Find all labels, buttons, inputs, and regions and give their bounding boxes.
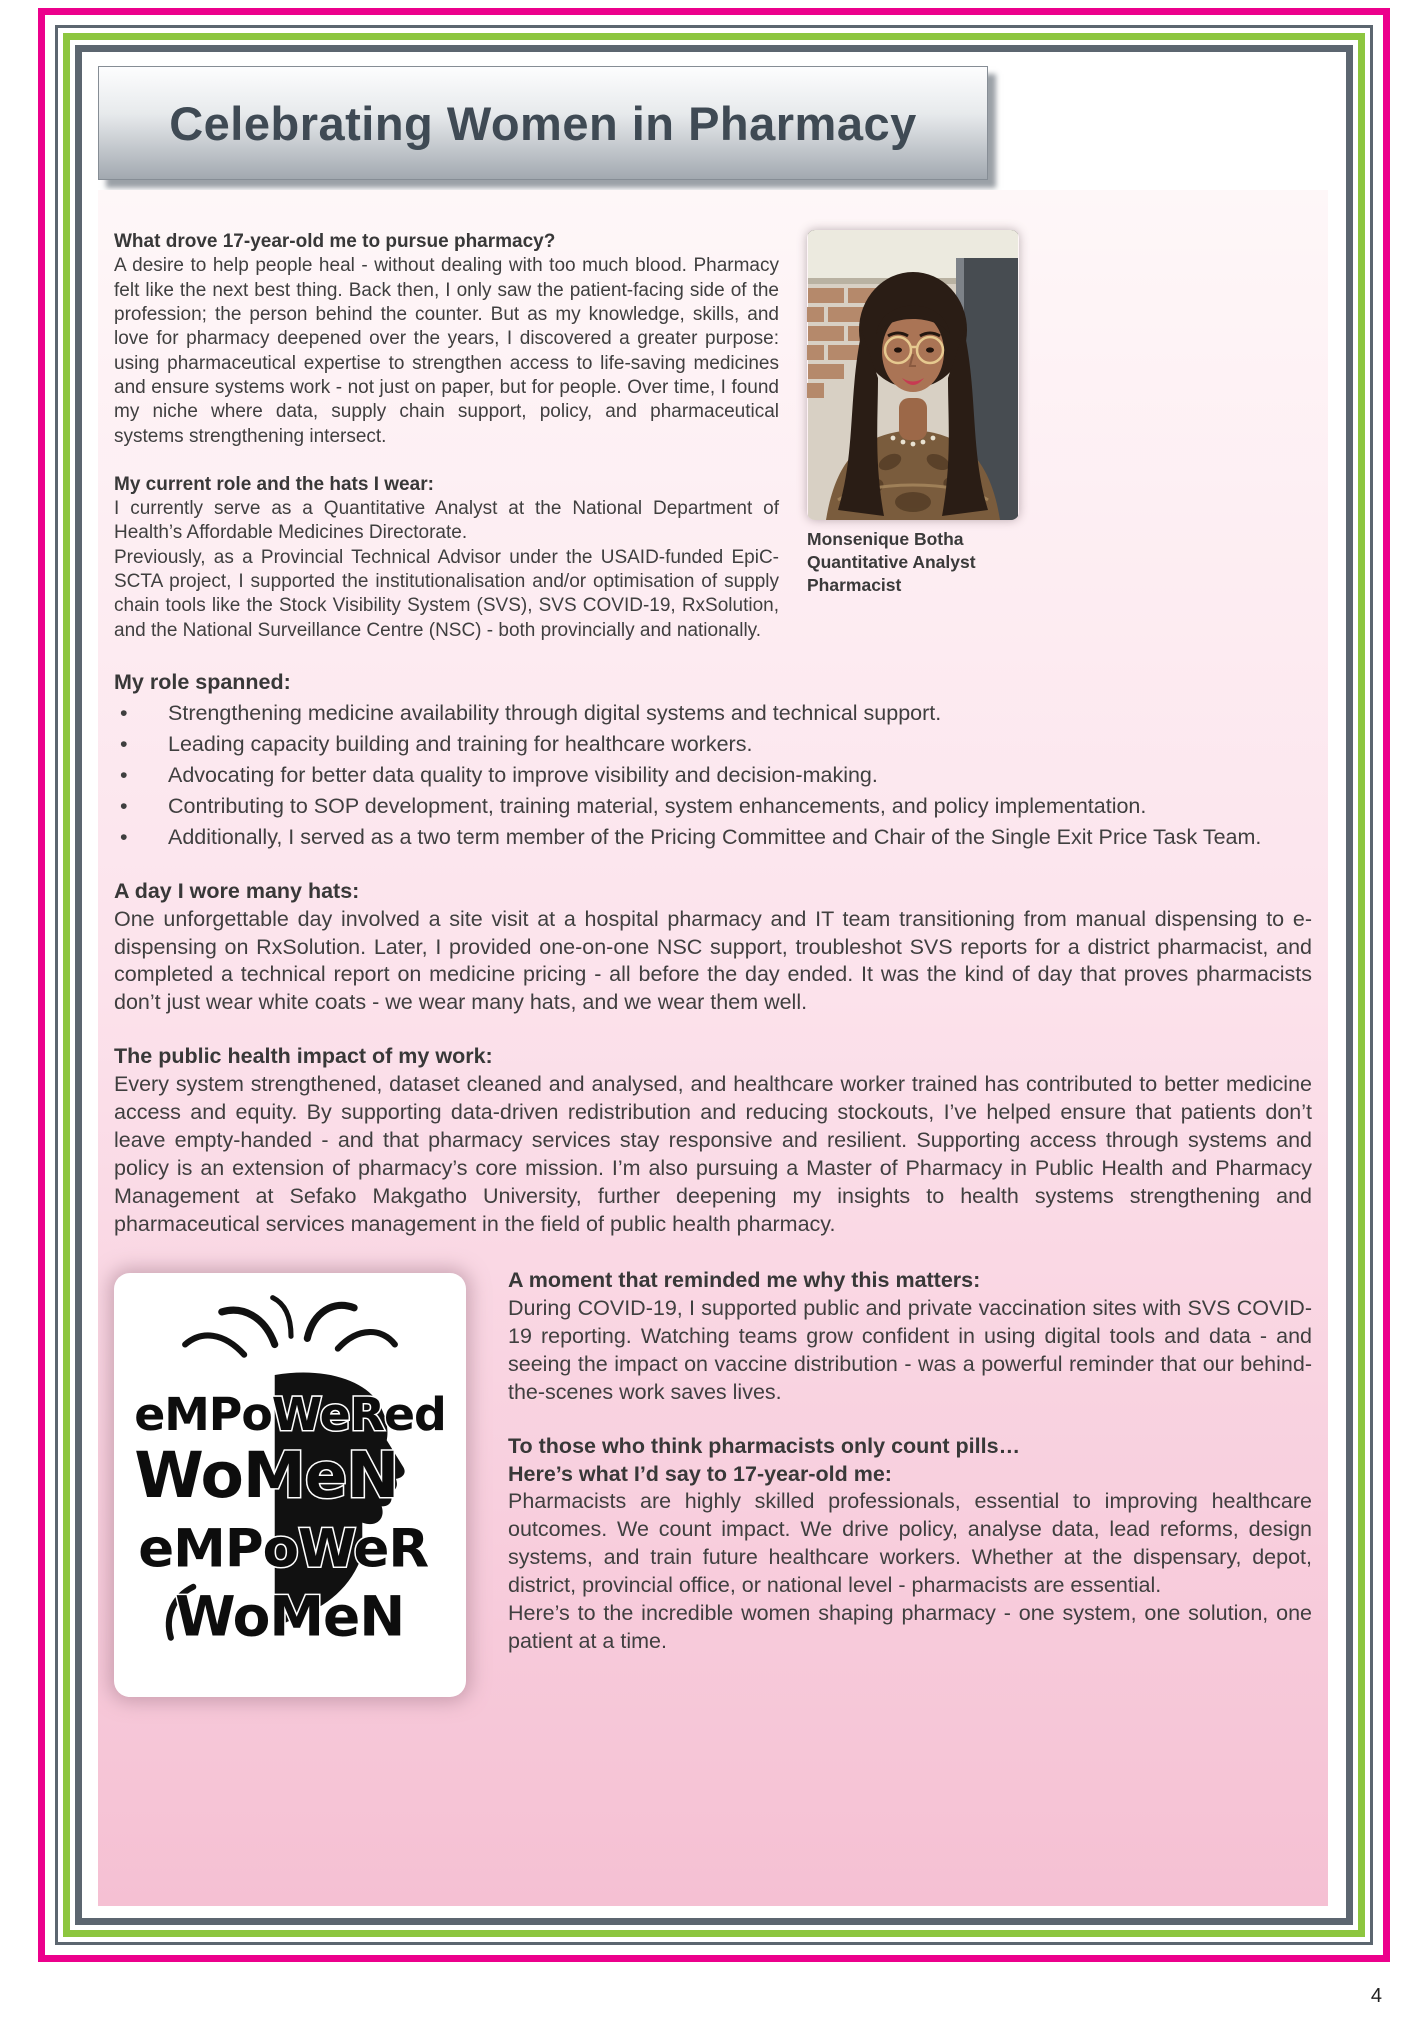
closing-block <box>114 1267 1312 1656</box>
photo-caption <box>807 528 1019 596</box>
section-body: Here’s to the incredible women shaping pharmacy - one system, one solution, one patient at a time. <box>508 1601 1312 1654</box>
bullet-icon: • <box>120 793 128 818</box>
artwork-word: WoMeN <box>134 1438 399 1513</box>
section-heading: Here’s what I’d say to 17-year-old me: <box>508 1461 892 1486</box>
section-heading: What drove 17-year-old me to pursue pharmacy? <box>114 231 556 252</box>
empowered-women-illustration <box>122 1281 458 1689</box>
bullet-icon: • <box>120 762 128 787</box>
photo-caption-role: Pharmacist <box>807 574 902 595</box>
section-role-spanned <box>114 669 1312 852</box>
intro-block <box>114 230 1019 643</box>
profile-photo-figure <box>807 230 1019 596</box>
photo-caption-title: Quantitative Analyst <box>807 551 976 572</box>
portrait-photo <box>807 230 1019 520</box>
list-item <box>114 793 1312 821</box>
article-body <box>98 190 1328 1906</box>
role-spanned-list <box>114 700 1312 852</box>
section-body: One unforgettable day involved a site visit at a hospital pharmacy and IT team transitioning from manual dispensing to e-dispensing on RxSolution. Later, I provided one-on-one NSC support, troubleshot SVS reports for a district pharmacist, and completed a technical report on medicine pricing - all before the day ended. It was the kind of day that proves pharmacists don’t just wear white coats - we wear many hats, and we wear them well. <box>114 906 1312 1015</box>
bullet-icon: • <box>120 824 128 849</box>
section-public-health-impact <box>114 1043 1312 1239</box>
page-border-frame <box>88 58 1340 1912</box>
title-banner <box>98 66 988 180</box>
section-heading: The public health impact of my work: <box>114 1044 493 1069</box>
list-item-text: Additionally, I served as a two term member of the Pricing Committee and Chair of the Single Exit Price Task Team. <box>168 824 1262 849</box>
list-item-text: Advocating for better data quality to improve visibility and decision-making. <box>168 762 878 787</box>
list-item-text: Strengthening medicine availability through digital systems and technical support. <box>168 700 942 725</box>
empowered-women-artwork <box>114 1273 466 1697</box>
bullet-icon: • <box>120 700 128 725</box>
list-item <box>114 762 1312 790</box>
section-heading: A day I wore many hats: <box>114 878 360 903</box>
artwork-word: WoMeN <box>174 1584 405 1649</box>
section-heading: My role spanned: <box>114 670 291 694</box>
section-body: Previously, as a Provincial Technical Advisor under the USAID-funded EpiC-SCTA project, I supported the institutionalisation and/or optimisation of supply chain tools like the Stock Visibility System (SVS), SVS COVID-19, RxSolution, and the National Surveillance Centre (NSC) - both provincially and nationally. <box>114 546 779 641</box>
page-number: 4 <box>1370 1985 1382 2007</box>
artwork-word: eMPoWeRed <box>134 1386 446 1441</box>
list-item <box>114 731 1312 759</box>
artwork-word: eMPoWeR <box>138 1518 429 1580</box>
list-item-text: Leading capacity building and training for healthcare workers. <box>168 731 753 756</box>
section-heading: To those who think pharmacists only count pills… <box>508 1433 1021 1458</box>
section-body: During COVID-19, I supported public and private vaccination sites with SVS COVID-19 reporting. Watching teams grow confident in using digital tools and data - and seeing the impact on vaccine distribution - was a powerful reminder that our behind-the-scenes work saves lives. <box>508 1295 1312 1404</box>
section-body: A desire to help people heal - without dealing with too much blood. Pharmacy felt like the next best thing. Back then, I only saw the patient-facing side of the profession; the person behind the counter. But as my knowledge, skills, and love for pharmacy deepened over the years, I discovered a greater purpose: using pharmaceutical expertise to strengthen access to life-saving medicines and ensure systems work - not just on paper, but for people. Over time, I found my niche where data, supply chain support, policy, and pharmaceutical systems strengthening intersect. <box>114 255 779 447</box>
section-heading: My current role and the hats I wear: <box>114 473 434 495</box>
list-item <box>114 700 1312 728</box>
section-heading: A moment that reminded me why this matters: <box>508 1267 981 1292</box>
list-item <box>114 824 1312 852</box>
bullet-icon: • <box>120 731 128 756</box>
page-title: Celebrating Women in Pharmacy <box>169 96 917 150</box>
section-body: I currently serve as a Quantitative Analyst at the National Department of Health’s Affordable Medicines Directorate. <box>114 498 779 544</box>
section-many-hats <box>114 878 1312 1018</box>
photo-caption-name: Monsenique Botha <box>807 529 964 549</box>
list-item-text: Contributing to SOP development, training material, system enhancements, and policy implementation. <box>168 793 1147 818</box>
section-body: Pharmacists are highly skilled professionals, essential to improving healthcare outcomes. We count impact. We drive policy, analyse data, lead reforms, design systems, and train future healthcare workers. Whether at the dispensary, depot, district, provincial office, or national level - pharmacists are essential. <box>508 1489 1312 1598</box>
section-body: Every system strengthened, dataset cleaned and analysed, and healthcare worker trained has contributed to better medicine access and equity. By supporting data-driven redistribution and reducing stockouts, I’ve helped ensure that patients don’t leave empty-handed - and that pharmacy services stay responsive and resilient. Supporting access through systems and policy is an extension of pharmacy’s core mission. I’m also pursuing a Master of Pharmacy in Public Health and Pharmacy Management at Sefako Makgatho University, further deepening my insights to health systems strengthening and pharmaceutical services management in the field of public health pharmacy. <box>114 1072 1312 1236</box>
